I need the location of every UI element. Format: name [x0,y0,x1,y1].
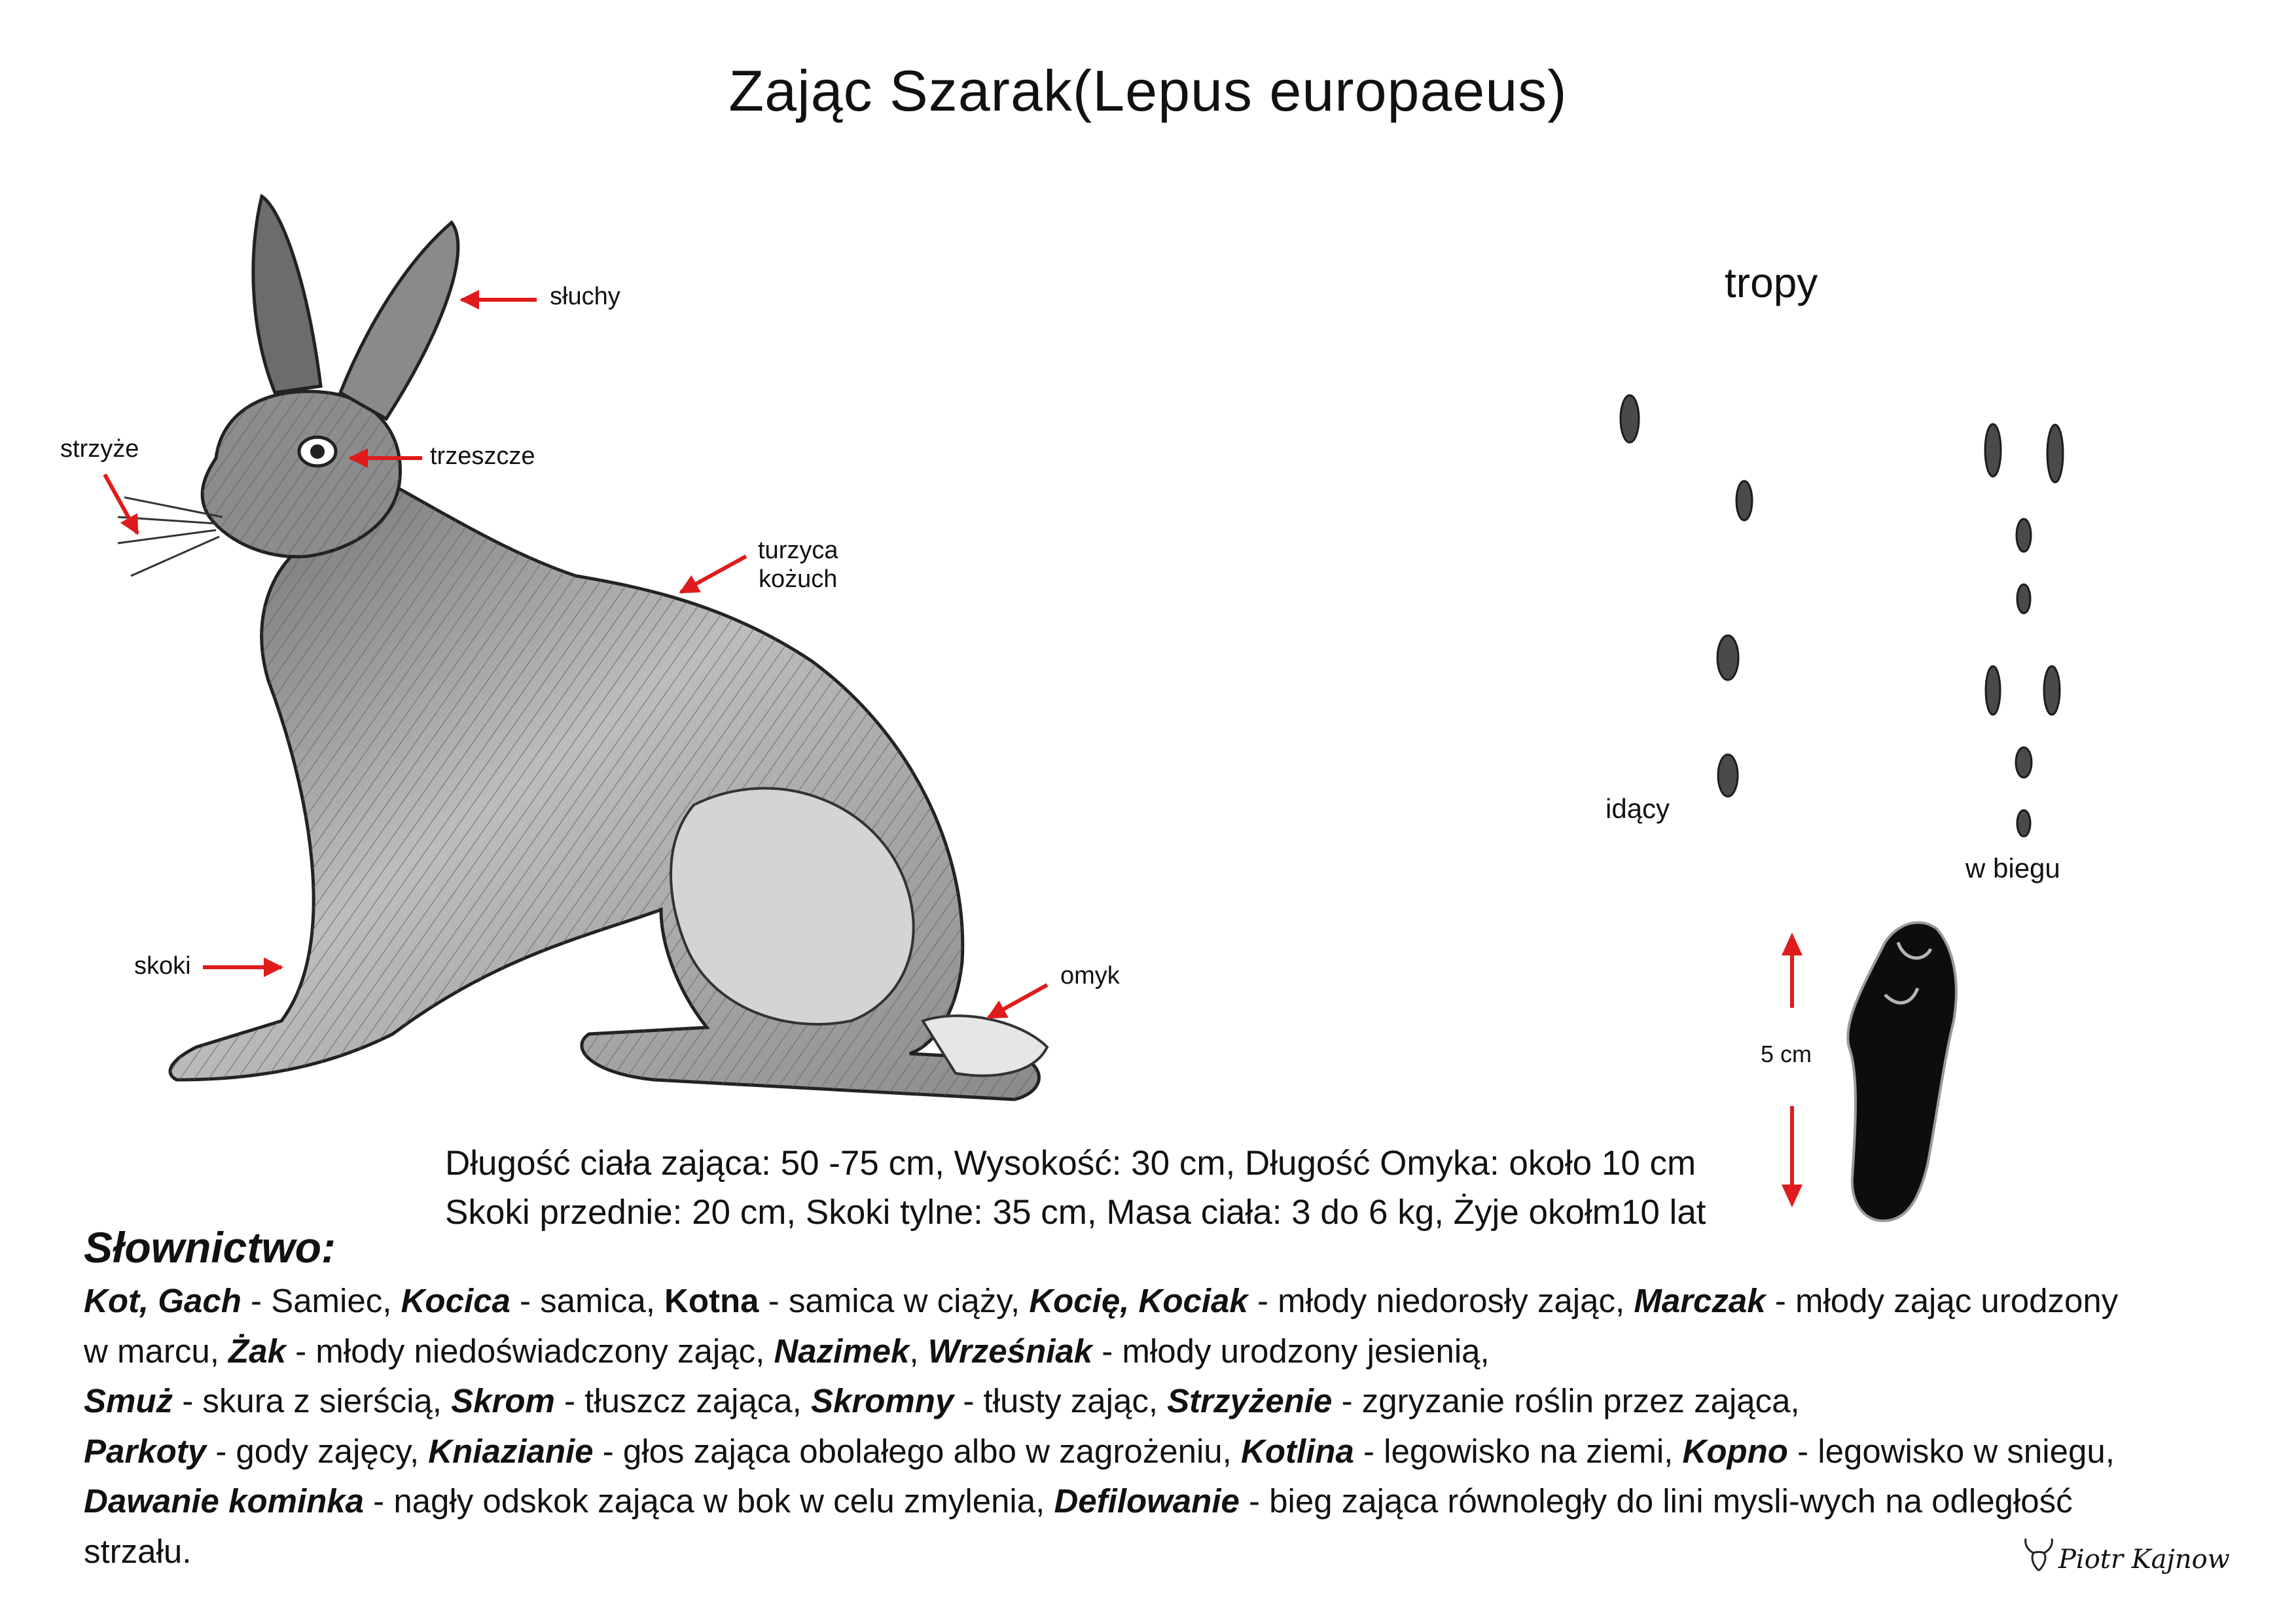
footprint-detail [1848,923,1956,1221]
track-print [1717,635,1738,680]
vocab-definition: - samica w ciąży, [759,1282,1030,1319]
vocab-definition: - młody zając urodzony w marcu, [84,1282,2119,1370]
vocab-term: Dawanie kominka [84,1482,364,1520]
vocab-definition: - gody zajęcy, [206,1432,429,1470]
vocab-definition: - tłuszcz zająca, [554,1382,811,1419]
track-print [2017,584,2030,613]
vocab-term: Kotna [664,1282,759,1319]
label-walking: idący [1605,793,1670,824]
track-print [2017,519,2031,552]
label-running: w biegu [1965,853,2060,883]
vocab-definition: - młody urodzony jesienią, [1092,1332,1490,1370]
measurements [445,1139,1706,1238]
vocab-term: Kocica [401,1282,511,1319]
track-print [2044,666,2060,715]
track-print [1621,395,1639,442]
vocab-term: Kocię, Kociak [1029,1282,1248,1319]
vocabulary-text [84,1276,2145,1577]
label-sluchy: słuchy [550,283,620,310]
deer-logo-icon [2019,1535,2058,1574]
vocab-term: Marczak [1634,1282,1766,1319]
vocab-term: Parkoty [84,1432,207,1470]
artist-signature: Piotr Kajnow [2058,1544,2230,1575]
vocab-term: Defilowanie [1054,1482,1240,1520]
vocab-definition: , [909,1332,928,1370]
vocab-term: Kniazianie [428,1432,594,1470]
track-print [1986,666,2000,715]
vocab-term: Kotlina [1241,1432,1354,1470]
label-scale: 5 cm [1761,1041,1812,1067]
vocab-definition: - tłusty zając, [954,1382,1168,1419]
track-print [1736,481,1752,520]
label-turzyca: turzyca [758,537,838,564]
vocab-term: Nazimek [774,1332,910,1370]
vocab-term: Skromny [810,1382,954,1419]
track-print [2016,747,2032,777]
vocab-definition: - głos zająca obolałego albo w zagrożeniu, [593,1432,1241,1470]
label-omyk: omyk [1060,962,1120,990]
tracks-heading: tropy [1725,259,1818,306]
label-kozuch: kożuch [759,565,838,593]
running-tracks [1985,424,2063,836]
label-trzeszcze: trzeszcze [430,442,535,470]
walking-tracks [1621,395,1752,796]
vocab-term: Żak [228,1332,286,1370]
vocab-definition: - legowisko na ziemi, [1354,1432,1683,1470]
vocab-term: Wrześniak [927,1332,1093,1370]
page-title: Zając Szarak(Lepus europaeus) [728,58,1568,123]
scale-arrows [1782,933,1803,1207]
vocab-definition: - młody niedorosły zając, [1247,1282,1634,1319]
track-print [2017,810,2030,836]
vocab-definition: - młody niedoświadczony zając, [285,1332,774,1370]
track-print [1985,424,2001,476]
label-strzyze: strzyże [60,435,139,463]
vocab-definition: - zgryzanie roślin przez zająca, [1332,1382,1800,1419]
track-print [1718,755,1738,796]
vocab-definition: - legowisko w sniegu, [1787,1432,2115,1470]
vocab-term: Skrom [451,1382,555,1419]
track-print [2047,425,2063,482]
vocab-definition: - samica, [510,1282,665,1319]
vocab-definition: - Samiec, [241,1282,401,1319]
vocab-term: Kopno [1682,1432,1788,1470]
measurements-line-2: Skoki przednie: 20 cm, Skoki tylne: 35 cm, Masa ciała: 3 do 6 kg, Żyje okołm10 lat [445,1193,1706,1232]
vocab-term: Smuż [84,1382,173,1419]
vocab-definition: - skura z sierścią, [173,1382,452,1419]
vocabulary-heading: Słownictwo: [84,1223,336,1272]
label-skoki: skoki [134,952,191,980]
vocab-definition: - bieg zająca równoległy do lini mysli-wych na odległość strzału. [84,1482,2073,1570]
measurements-line-1: Długość ciała zająca: 50 -75 cm, Wysokość: 30 cm, Długość Omyka: około 10 cm [445,1144,1696,1183]
vocab-term: Strzyżenie [1167,1382,1333,1419]
vocab-term: Kot, Gach [84,1282,242,1319]
vocab-definition: - nagły odskok zająca w bok w celu zmylenia, [364,1482,1054,1520]
